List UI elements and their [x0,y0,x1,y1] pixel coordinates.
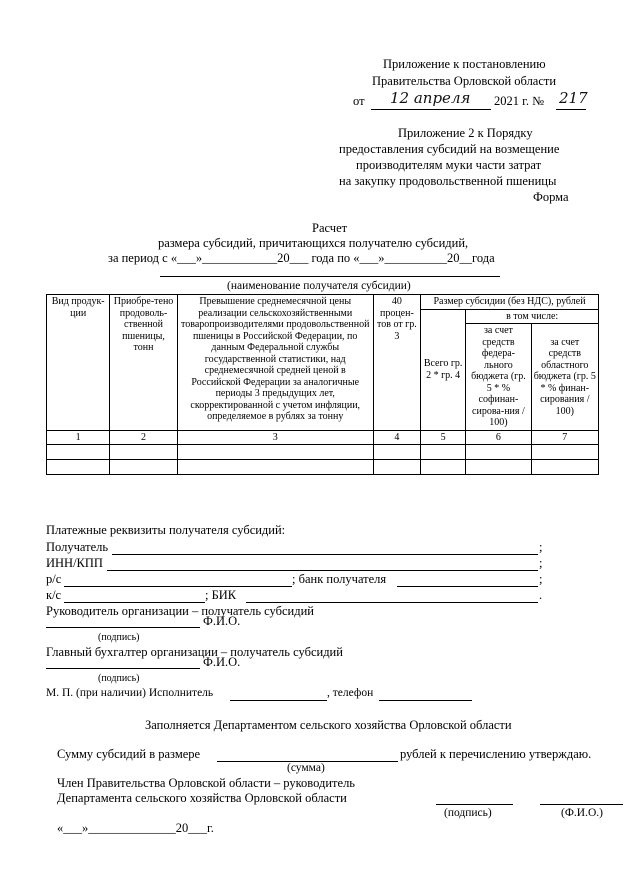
col7-header: за счет средств областного бюджета (гр. 5 * % финан-сирования / 100) [531,324,598,431]
rs-label: р/с [46,572,62,586]
table-row [47,460,599,475]
col-number: 4 [373,430,420,445]
appendix-line3: производителям муки части затрат [356,158,542,172]
member-line2: Департамента сельского хозяйства Орловской области [57,791,347,805]
recipient-label: Получатель [46,540,109,554]
bank-label: ; банк получателя [292,572,387,586]
col1-header: Вид продук-ции [47,295,110,431]
requisites-heading: Платежные реквизиты получателя субсидий: [46,523,286,537]
head-fio: Ф.И.О. [203,614,241,628]
appendix-line2: предоставления субсидий на возмещение [339,142,560,156]
group-header: Размер субсидии (без НДС), рублей [421,295,599,310]
col6-header: за счет средств федера-льного бюджета (гр. 5 * % софинан-сирова-ния / 100) [466,324,531,431]
including-header: в том числе: [466,309,599,324]
recipient-caption: (наименование получателя субсидии) [227,280,411,292]
sum-caption: (сумма) [287,762,325,774]
appendix-line4: на закупку продовольственной пшеницы [339,174,557,188]
title-line2: размера субсидий, причитающихся получателю субсидий, [158,236,469,250]
header-line2: Правительства Орловской области [372,74,557,88]
dept-sign-caption: (подпись) [444,807,492,819]
member-line1: Член Правительства Орловской области – руководитель [57,776,356,790]
bik-label: ; БИК [205,588,237,602]
ks-label: к/с [46,588,62,602]
head-sign-caption: (подпись) [98,632,140,643]
subsidy-table [46,294,599,475]
title-period: за период с «___»____________20___ года по «___»__________20__года [108,251,495,265]
inn-label: ИНН/КПП [46,556,103,570]
col-number: 1 [47,430,110,445]
table-row [47,445,599,460]
col5-header: Всего гр. 2 * гр. 4 [421,309,466,430]
header-from: от [353,94,365,108]
sum-prefix: Сумму субсидий в размере [57,747,201,761]
department-heading: Заполняется Департаментом сельского хозяйства Орловской области [145,718,512,732]
header-year: 2021 г. № [494,94,545,108]
form-label: Форма [533,190,569,204]
header-line1: Приложение к постановлению [383,57,546,71]
accountant-sign-caption: (подпись) [98,673,140,684]
col-number: 3 [177,430,373,445]
handwritten-date: 12 апреля [390,89,471,107]
col2-header: Приобре-тено продоволь-ственной пшеницы, тонн [110,295,177,431]
appendix-line1: Приложение 2 к Порядку [398,126,533,140]
col-number: 6 [466,430,531,445]
col-number: 2 [110,430,177,445]
date-line: «___»______________20___г. [57,821,214,835]
col-number: 5 [421,430,466,445]
mp-executor: М. П. (при наличии) Исполнитель [46,687,214,699]
col3-header: Превышение среднемесячной цены реализации сельскохозяйственными товаропроизводителями продовольственной пшеницы в Российской Федерации, по данным Федеральной службы государственной статистики, над среднемесячной средней ценой в Российской Федерации за аналогичные периоды 3 предыдущих лет, скорректированной с учетом инфляции, определяемое в рублях за тонну [177,295,373,431]
accountant-label: Главный бухгалтер организации – получатель субсидий [46,645,343,659]
title-raschet: Расчет [312,221,348,235]
accountant-fio: Ф.И.О. [203,655,241,669]
col-number: 7 [531,430,598,445]
handwritten-number: 217 [559,89,588,107]
sum-suffix: рублей к перечислению утверждаю. [400,747,592,761]
dept-fio-caption: (Ф.И.О.) [561,807,603,819]
head-label: Руководитель организации – получатель субсидий [46,604,314,618]
col4-header: 40 процен-тов от гр. 3 [373,295,420,431]
phone-label: , телефон [327,687,374,699]
